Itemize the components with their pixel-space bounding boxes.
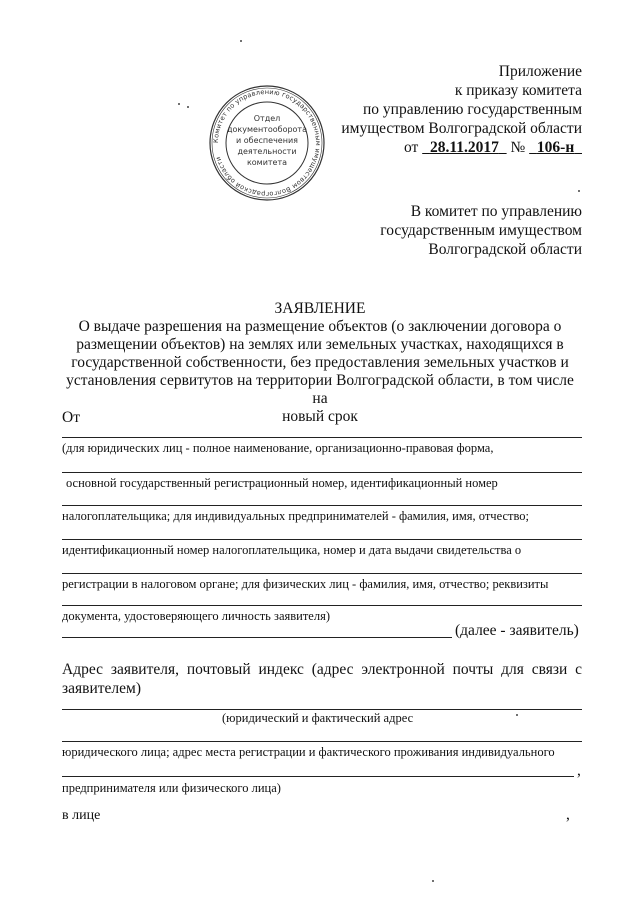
address-caption: юридического лица; адрес места регистрации и фактического проживания индивидуального — [62, 745, 555, 759]
document-subtitle: О выдаче разрешения на размещение объектов (о заключении договора о размещении объектов) на землях или земельных участках, находящихся в государственной собственности, без предоставления земельных участков и установления сервитутов на территории Волгоградской области, в том числе на новый срок — [66, 318, 574, 425]
scan-speck — [516, 714, 518, 716]
applicant-field-line[interactable] — [62, 505, 582, 506]
stamp-line: комитета — [246, 158, 288, 167]
order-number: 106-н — [536, 139, 575, 156]
appendix-line: имуществом Волгоградской области — [341, 120, 582, 137]
applicant-field-line[interactable] — [62, 637, 452, 638]
addressee-block — [380, 202, 582, 259]
caption-line: документа, удостоверяющего личность заявителя) — [62, 609, 330, 623]
comma: , — [566, 806, 570, 823]
caption-line: основной государственный регистрационный номер, идентификационный номер — [66, 476, 498, 490]
order-number-label: № — [510, 139, 526, 156]
document-title: ЗАЯВЛЕНИЕ — [274, 300, 366, 317]
order-prefix: от — [404, 139, 419, 156]
stamp-ring-text: Комитет по управлению государственным имуществом Волгоградской области — [211, 87, 323, 199]
applicant-field-line[interactable] — [62, 539, 582, 540]
addressee-line: государственным имуществом — [380, 222, 582, 239]
department-stamp — [208, 84, 326, 202]
address-field-line[interactable] — [62, 776, 574, 777]
scan-speck — [432, 880, 434, 882]
applicant-field-line[interactable] — [62, 472, 582, 473]
appendix-line: к приказу комитета — [454, 82, 582, 99]
stamp-line: документооборота — [227, 125, 307, 134]
applicant-suffix: (далее - заявитель) — [455, 622, 579, 639]
address-heading: Адрес заявителя, почтовый индекс (адрес электронной почты для связи с заявителем) — [62, 661, 582, 697]
address-caption: предпринимателя или физического лица) — [62, 781, 281, 795]
caption-line: налогоплательщика; для индивидуальных предпринимателей - фамилия, имя, отчество; — [62, 509, 529, 523]
stamp-line: и обеспечения — [236, 136, 298, 145]
scan-speck — [178, 103, 180, 105]
order-date: 28.11.2017 — [429, 139, 499, 156]
caption-line: идентификационный номер налогоплательщика, номер и дата выдачи свидетельства о — [62, 543, 522, 557]
order-line — [341, 138, 582, 157]
address-caption: (юридический и фактический адрес — [222, 711, 414, 725]
addressee-line: Волгоградской области — [428, 241, 582, 258]
applicant-field-line[interactable] — [62, 573, 582, 574]
appendix-block — [341, 62, 582, 157]
in-person-label: в лице — [62, 808, 101, 823]
appendix-line: по управлению государственным — [362, 101, 582, 118]
appendix-line: Приложение — [498, 63, 582, 80]
scan-speck — [187, 106, 189, 108]
scan-speck — [578, 190, 580, 192]
addressee-line: В комитет по управлению — [410, 203, 582, 220]
applicant-field-line[interactable] — [62, 605, 582, 606]
from-label: От — [62, 409, 80, 426]
comma: , — [577, 762, 581, 779]
address-field-line[interactable] — [62, 709, 582, 710]
scan-speck — [240, 40, 242, 42]
stamp-line: деятельности — [237, 147, 297, 156]
caption-line: регистрации в налоговом органе; для физических лиц - фамилия, имя, отчество; реквизиты — [62, 577, 549, 591]
applicant-field-line[interactable] — [62, 437, 582, 438]
stamp-line: Отдел — [253, 114, 281, 123]
address-field-line[interactable] — [62, 741, 582, 742]
caption-line: (для юридических лиц - полное наименование, организационно-правовая форма, — [62, 441, 494, 455]
